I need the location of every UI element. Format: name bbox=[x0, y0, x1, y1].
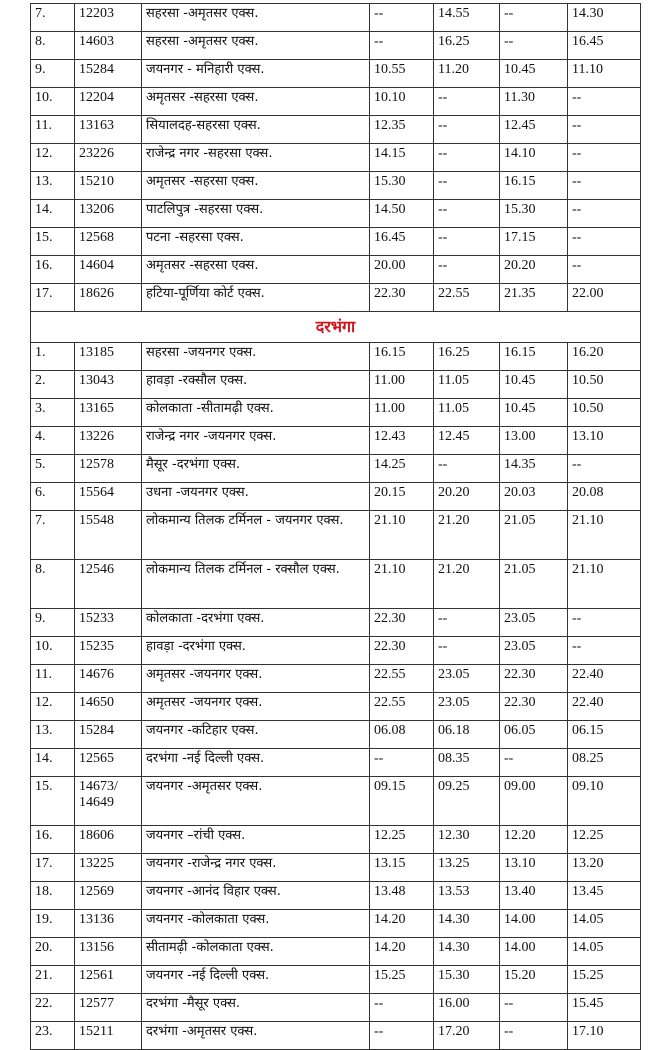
new-arrival-cell: 22.30 bbox=[500, 693, 568, 721]
table-row bbox=[31, 284, 641, 312]
new-arrival-cell: 12.45 bbox=[500, 116, 568, 144]
serial-cell: 18. bbox=[31, 882, 75, 910]
train-name-cell: जयनगर -आनंद विहार एक्स. bbox=[142, 882, 370, 910]
old-arrival-cell: 09.15 bbox=[370, 777, 434, 826]
new-arrival-cell: -- bbox=[500, 32, 568, 60]
new-departure-cell: -- bbox=[568, 637, 641, 665]
train-name-cell: जयनगर - मनिहारी एक्स. bbox=[142, 60, 370, 88]
old-departure-cell: 11.05 bbox=[434, 399, 500, 427]
old-departure-cell: 14.30 bbox=[434, 910, 500, 938]
old-arrival-cell: -- bbox=[370, 32, 434, 60]
old-departure-cell: 11.20 bbox=[434, 60, 500, 88]
table-row bbox=[31, 427, 641, 455]
old-departure-cell: 16.00 bbox=[434, 994, 500, 1022]
table-row bbox=[31, 721, 641, 749]
serial-cell: 21. bbox=[31, 966, 75, 994]
old-arrival-cell: 12.25 bbox=[370, 826, 434, 854]
new-departure-cell: -- bbox=[568, 455, 641, 483]
serial-cell: 16. bbox=[31, 256, 75, 284]
old-arrival-cell: 12.43 bbox=[370, 427, 434, 455]
train-number-cell: 18626 bbox=[75, 284, 142, 312]
old-arrival-cell: 21.10 bbox=[370, 560, 434, 609]
train-name-cell: पाटलिपुत्र -सहरसा एक्स. bbox=[142, 200, 370, 228]
old-arrival-cell: 14.20 bbox=[370, 910, 434, 938]
table-row bbox=[31, 665, 641, 693]
old-departure-cell: -- bbox=[434, 172, 500, 200]
new-arrival-cell: 14.35 bbox=[500, 455, 568, 483]
old-departure-cell: -- bbox=[434, 88, 500, 116]
train-number-cell: 14673/ 14649 bbox=[75, 777, 142, 826]
table-row bbox=[31, 256, 641, 284]
new-departure-cell: 14.30 bbox=[568, 4, 641, 32]
new-departure-cell: 22.40 bbox=[568, 665, 641, 693]
old-arrival-cell: -- bbox=[370, 1022, 434, 1050]
table-row bbox=[31, 882, 641, 910]
train-number-cell: 13165 bbox=[75, 399, 142, 427]
train-number-cell: 13043 bbox=[75, 371, 142, 399]
new-arrival-cell: 21.35 bbox=[500, 284, 568, 312]
new-departure-cell: -- bbox=[568, 144, 641, 172]
train-number-cell: 13163 bbox=[75, 116, 142, 144]
new-arrival-cell: 13.40 bbox=[500, 882, 568, 910]
train-name-cell: लोकमान्य तिलक टर्मिनल - रक्सौल एक्स. bbox=[142, 560, 370, 609]
train-number-cell: 14650 bbox=[75, 693, 142, 721]
table-row bbox=[31, 854, 641, 882]
old-departure-cell: 06.18 bbox=[434, 721, 500, 749]
new-departure-cell: 22.00 bbox=[568, 284, 641, 312]
old-departure-cell: 09.25 bbox=[434, 777, 500, 826]
train-name-cell: हावड़ा -दरभंगा एक्स. bbox=[142, 637, 370, 665]
train-number-cell: 12546 bbox=[75, 560, 142, 609]
new-departure-cell: 09.10 bbox=[568, 777, 641, 826]
new-arrival-cell: 10.45 bbox=[500, 371, 568, 399]
serial-cell: 5. bbox=[31, 455, 75, 483]
new-arrival-cell: 21.05 bbox=[500, 560, 568, 609]
train-name-cell: दरभंगा -अमृतसर एक्स. bbox=[142, 1022, 370, 1050]
new-arrival-cell: -- bbox=[500, 4, 568, 32]
serial-cell: 16. bbox=[31, 826, 75, 854]
old-arrival-cell: 14.50 bbox=[370, 200, 434, 228]
train-name-cell: अमृतसर -जयनगर एक्स. bbox=[142, 693, 370, 721]
serial-cell: 4. bbox=[31, 427, 75, 455]
section-heading: दरभंगा bbox=[31, 312, 641, 343]
new-arrival-cell: 10.45 bbox=[500, 399, 568, 427]
new-arrival-cell: 15.30 bbox=[500, 200, 568, 228]
new-departure-cell: 21.10 bbox=[568, 560, 641, 609]
new-departure-cell: 13.20 bbox=[568, 854, 641, 882]
table-row bbox=[31, 60, 641, 88]
new-departure-cell: 10.50 bbox=[568, 371, 641, 399]
serial-cell: 19. bbox=[31, 910, 75, 938]
train-number-cell: 15235 bbox=[75, 637, 142, 665]
old-departure-cell: -- bbox=[434, 256, 500, 284]
table-row bbox=[31, 994, 641, 1022]
new-departure-cell: 11.10 bbox=[568, 60, 641, 88]
old-departure-cell: 12.45 bbox=[434, 427, 500, 455]
train-number-cell: 15284 bbox=[75, 60, 142, 88]
old-departure-cell: -- bbox=[434, 228, 500, 256]
new-arrival-cell: 14.10 bbox=[500, 144, 568, 172]
serial-cell: 12. bbox=[31, 693, 75, 721]
train-timetable bbox=[30, 3, 641, 1050]
serial-cell: 14. bbox=[31, 749, 75, 777]
table-row bbox=[31, 637, 641, 665]
serial-cell: 6. bbox=[31, 483, 75, 511]
old-departure-cell: 23.05 bbox=[434, 693, 500, 721]
table-row bbox=[31, 228, 641, 256]
new-departure-cell: 16.20 bbox=[568, 343, 641, 371]
timetable-body bbox=[31, 4, 641, 1050]
train-name-cell: सीतामढ़ी -कोलकाता एक्स. bbox=[142, 938, 370, 966]
serial-cell: 10. bbox=[31, 637, 75, 665]
train-name-cell: दरभंगा -नई दिल्ली एक्स. bbox=[142, 749, 370, 777]
old-arrival-cell: -- bbox=[370, 994, 434, 1022]
new-arrival-cell: 15.20 bbox=[500, 966, 568, 994]
train-number-cell: 13225 bbox=[75, 854, 142, 882]
old-arrival-cell: 13.48 bbox=[370, 882, 434, 910]
new-arrival-cell: 20.20 bbox=[500, 256, 568, 284]
train-number-cell: 12204 bbox=[75, 88, 142, 116]
new-arrival-cell: 10.45 bbox=[500, 60, 568, 88]
table-row bbox=[31, 938, 641, 966]
new-departure-cell: 13.45 bbox=[568, 882, 641, 910]
train-number-cell: 15233 bbox=[75, 609, 142, 637]
new-arrival-cell: 22.30 bbox=[500, 665, 568, 693]
train-name-cell: सियालदह-सहरसा एक्स. bbox=[142, 116, 370, 144]
old-arrival-cell: 13.15 bbox=[370, 854, 434, 882]
new-departure-cell: 21.10 bbox=[568, 511, 641, 560]
new-departure-cell: -- bbox=[568, 88, 641, 116]
table-row bbox=[31, 1022, 641, 1050]
serial-cell: 2. bbox=[31, 371, 75, 399]
new-departure-cell: -- bbox=[568, 609, 641, 637]
table-row bbox=[31, 560, 641, 609]
new-departure-cell: 14.05 bbox=[568, 938, 641, 966]
old-departure-cell: 13.53 bbox=[434, 882, 500, 910]
new-arrival-cell: 14.00 bbox=[500, 938, 568, 966]
serial-cell: 8. bbox=[31, 32, 75, 60]
new-departure-cell: 12.25 bbox=[568, 826, 641, 854]
train-name-cell: हटिया-पूर्णिया कोर्ट एक्स. bbox=[142, 284, 370, 312]
old-departure-cell: -- bbox=[434, 637, 500, 665]
serial-cell: 22. bbox=[31, 994, 75, 1022]
table-row bbox=[31, 371, 641, 399]
section-heading-row bbox=[31, 312, 641, 343]
old-arrival-cell: 14.25 bbox=[370, 455, 434, 483]
old-arrival-cell: 16.15 bbox=[370, 343, 434, 371]
train-name-cell: जयनगर -कोलकाता एक्स. bbox=[142, 910, 370, 938]
train-name-cell: जयनगर -कटिहार एक्स. bbox=[142, 721, 370, 749]
serial-cell: 11. bbox=[31, 665, 75, 693]
train-name-cell: जयनगर -अमृतसर एक्स. bbox=[142, 777, 370, 826]
new-arrival-cell: 13.10 bbox=[500, 854, 568, 882]
old-arrival-cell: 12.35 bbox=[370, 116, 434, 144]
serial-cell: 14. bbox=[31, 200, 75, 228]
table-row bbox=[31, 399, 641, 427]
table-row bbox=[31, 777, 641, 826]
new-arrival-cell: 11.30 bbox=[500, 88, 568, 116]
table-row bbox=[31, 200, 641, 228]
new-arrival-cell: 20.03 bbox=[500, 483, 568, 511]
train-number-cell: 14676 bbox=[75, 665, 142, 693]
old-departure-cell: 14.30 bbox=[434, 938, 500, 966]
old-arrival-cell: 14.15 bbox=[370, 144, 434, 172]
new-departure-cell: -- bbox=[568, 172, 641, 200]
train-name-cell: अमृतसर -जयनगर एक्स. bbox=[142, 665, 370, 693]
table-row bbox=[31, 511, 641, 560]
old-departure-cell: 20.20 bbox=[434, 483, 500, 511]
serial-cell: 23. bbox=[31, 1022, 75, 1050]
old-arrival-cell: 22.30 bbox=[370, 609, 434, 637]
table-row bbox=[31, 88, 641, 116]
new-arrival-cell: 16.15 bbox=[500, 343, 568, 371]
train-number-cell: 12577 bbox=[75, 994, 142, 1022]
table-row bbox=[31, 609, 641, 637]
old-arrival-cell: -- bbox=[370, 749, 434, 777]
new-departure-cell: 20.08 bbox=[568, 483, 641, 511]
table-row bbox=[31, 483, 641, 511]
train-name-cell: सहरसा -अमृतसर एक्स. bbox=[142, 4, 370, 32]
serial-cell: 15. bbox=[31, 228, 75, 256]
new-arrival-cell: -- bbox=[500, 1022, 568, 1050]
serial-cell: 13. bbox=[31, 721, 75, 749]
serial-cell: 1. bbox=[31, 343, 75, 371]
new-departure-cell: 10.50 bbox=[568, 399, 641, 427]
train-number-cell: 23226 bbox=[75, 144, 142, 172]
train-name-cell: पटना -सहरसा एक्स. bbox=[142, 228, 370, 256]
train-name-cell: कोलकाता -सीतामढ़ी एक्स. bbox=[142, 399, 370, 427]
table-row bbox=[31, 343, 641, 371]
train-name-cell: मैसूर -दरभंगा एक्स. bbox=[142, 455, 370, 483]
old-departure-cell: 23.05 bbox=[434, 665, 500, 693]
new-arrival-cell: 06.05 bbox=[500, 721, 568, 749]
old-arrival-cell: 20.00 bbox=[370, 256, 434, 284]
serial-cell: 7. bbox=[31, 511, 75, 560]
train-number-cell: 18606 bbox=[75, 826, 142, 854]
serial-cell: 9. bbox=[31, 609, 75, 637]
new-departure-cell: 15.25 bbox=[568, 966, 641, 994]
train-number-cell: 14604 bbox=[75, 256, 142, 284]
new-arrival-cell: 12.20 bbox=[500, 826, 568, 854]
old-departure-cell: 21.20 bbox=[434, 511, 500, 560]
table-row bbox=[31, 910, 641, 938]
new-departure-cell: 22.40 bbox=[568, 693, 641, 721]
table-row bbox=[31, 32, 641, 60]
table-row bbox=[31, 749, 641, 777]
train-name-cell: सहरसा -जयनगर एक्स. bbox=[142, 343, 370, 371]
train-number-cell: 15564 bbox=[75, 483, 142, 511]
old-departure-cell: 16.25 bbox=[434, 343, 500, 371]
serial-cell: 3. bbox=[31, 399, 75, 427]
train-name-cell: अमृतसर -सहरसा एक्स. bbox=[142, 256, 370, 284]
train-name-cell: जयनगर -नई दिल्ली एक्स. bbox=[142, 966, 370, 994]
old-departure-cell: 11.05 bbox=[434, 371, 500, 399]
old-arrival-cell: -- bbox=[370, 4, 434, 32]
table-row bbox=[31, 966, 641, 994]
old-departure-cell: -- bbox=[434, 200, 500, 228]
old-departure-cell: 12.30 bbox=[434, 826, 500, 854]
old-departure-cell: 17.20 bbox=[434, 1022, 500, 1050]
serial-cell: 20. bbox=[31, 938, 75, 966]
train-name-cell: राजेन्द्र नगर -जयनगर एक्स. bbox=[142, 427, 370, 455]
table-row bbox=[31, 455, 641, 483]
train-name-cell: अमृतसर -सहरसा एक्स. bbox=[142, 88, 370, 116]
new-departure-cell: -- bbox=[568, 228, 641, 256]
serial-cell: 7. bbox=[31, 4, 75, 32]
new-departure-cell: -- bbox=[568, 116, 641, 144]
train-number-cell: 15211 bbox=[75, 1022, 142, 1050]
old-arrival-cell: 16.45 bbox=[370, 228, 434, 256]
serial-cell: 8. bbox=[31, 560, 75, 609]
train-name-cell: अमृतसर -सहरसा एक्स. bbox=[142, 172, 370, 200]
new-departure-cell: 08.25 bbox=[568, 749, 641, 777]
new-departure-cell: 14.05 bbox=[568, 910, 641, 938]
old-arrival-cell: 22.55 bbox=[370, 665, 434, 693]
serial-cell: 12. bbox=[31, 144, 75, 172]
table-row bbox=[31, 144, 641, 172]
table-row bbox=[31, 172, 641, 200]
old-arrival-cell: 10.10 bbox=[370, 88, 434, 116]
serial-cell: 9. bbox=[31, 60, 75, 88]
new-departure-cell: -- bbox=[568, 256, 641, 284]
new-arrival-cell: -- bbox=[500, 749, 568, 777]
serial-cell: 10. bbox=[31, 88, 75, 116]
old-arrival-cell: 11.00 bbox=[370, 399, 434, 427]
new-arrival-cell: 21.05 bbox=[500, 511, 568, 560]
train-name-cell: लोकमान्य तिलक टर्मिनल - जयनगर एक्स. bbox=[142, 511, 370, 560]
new-arrival-cell: -- bbox=[500, 994, 568, 1022]
train-name-cell: जयनगर -राजेन्द्र नगर एक्स. bbox=[142, 854, 370, 882]
new-arrival-cell: 13.00 bbox=[500, 427, 568, 455]
train-number-cell: 14603 bbox=[75, 32, 142, 60]
new-arrival-cell: 17.15 bbox=[500, 228, 568, 256]
train-number-cell: 15210 bbox=[75, 172, 142, 200]
train-number-cell: 12561 bbox=[75, 966, 142, 994]
train-number-cell: 12203 bbox=[75, 4, 142, 32]
new-arrival-cell: 23.05 bbox=[500, 609, 568, 637]
new-arrival-cell: 16.15 bbox=[500, 172, 568, 200]
train-number-cell: 12569 bbox=[75, 882, 142, 910]
old-arrival-cell: 10.55 bbox=[370, 60, 434, 88]
table-row bbox=[31, 826, 641, 854]
train-number-cell: 13185 bbox=[75, 343, 142, 371]
old-arrival-cell: 06.08 bbox=[370, 721, 434, 749]
serial-cell: 13. bbox=[31, 172, 75, 200]
old-arrival-cell: 22.30 bbox=[370, 637, 434, 665]
new-departure-cell: 13.10 bbox=[568, 427, 641, 455]
old-arrival-cell: 11.00 bbox=[370, 371, 434, 399]
old-arrival-cell: 14.20 bbox=[370, 938, 434, 966]
train-number-cell: 15548 bbox=[75, 511, 142, 560]
new-departure-cell: 15.45 bbox=[568, 994, 641, 1022]
old-departure-cell: 08.35 bbox=[434, 749, 500, 777]
train-number-cell: 13156 bbox=[75, 938, 142, 966]
old-departure-cell: 16.25 bbox=[434, 32, 500, 60]
table-row bbox=[31, 116, 641, 144]
old-departure-cell: -- bbox=[434, 609, 500, 637]
old-departure-cell: 21.20 bbox=[434, 560, 500, 609]
new-arrival-cell: 23.05 bbox=[500, 637, 568, 665]
old-arrival-cell: 15.25 bbox=[370, 966, 434, 994]
table-row bbox=[31, 4, 641, 32]
train-number-cell: 15284 bbox=[75, 721, 142, 749]
old-arrival-cell: 22.30 bbox=[370, 284, 434, 312]
train-number-cell: 12578 bbox=[75, 455, 142, 483]
new-departure-cell: 17.10 bbox=[568, 1022, 641, 1050]
old-departure-cell: 13.25 bbox=[434, 854, 500, 882]
old-departure-cell: 15.30 bbox=[434, 966, 500, 994]
new-departure-cell: 16.45 bbox=[568, 32, 641, 60]
old-departure-cell: -- bbox=[434, 144, 500, 172]
old-departure-cell: -- bbox=[434, 116, 500, 144]
train-name-cell: हावड़ा -रक्सौल एक्स. bbox=[142, 371, 370, 399]
new-arrival-cell: 14.00 bbox=[500, 910, 568, 938]
new-arrival-cell: 09.00 bbox=[500, 777, 568, 826]
train-name-cell: दरभंगा -मैसूर एक्स. bbox=[142, 994, 370, 1022]
old-arrival-cell: 22.55 bbox=[370, 693, 434, 721]
serial-cell: 17. bbox=[31, 284, 75, 312]
train-name-cell: राजेन्द्र नगर -सहरसा एक्स. bbox=[142, 144, 370, 172]
new-departure-cell: -- bbox=[568, 200, 641, 228]
train-name-cell: कोलकाता -दरभंगा एक्स. bbox=[142, 609, 370, 637]
train-number-cell: 12565 bbox=[75, 749, 142, 777]
train-number-cell: 13226 bbox=[75, 427, 142, 455]
train-number-cell: 13136 bbox=[75, 910, 142, 938]
serial-cell: 17. bbox=[31, 854, 75, 882]
table-row bbox=[31, 693, 641, 721]
serial-cell: 15. bbox=[31, 777, 75, 826]
train-name-cell: उधना -जयनगर एक्स. bbox=[142, 483, 370, 511]
train-name-cell: जयनगर –रांची एक्स. bbox=[142, 826, 370, 854]
old-departure-cell: 14.55 bbox=[434, 4, 500, 32]
new-departure-cell: 06.15 bbox=[568, 721, 641, 749]
old-arrival-cell: 20.15 bbox=[370, 483, 434, 511]
serial-cell: 11. bbox=[31, 116, 75, 144]
train-name-cell: सहरसा -अमृतसर एक्स. bbox=[142, 32, 370, 60]
old-arrival-cell: 21.10 bbox=[370, 511, 434, 560]
old-departure-cell: 22.55 bbox=[434, 284, 500, 312]
train-number-cell: 12568 bbox=[75, 228, 142, 256]
old-arrival-cell: 15.30 bbox=[370, 172, 434, 200]
train-number-cell: 13206 bbox=[75, 200, 142, 228]
old-departure-cell: -- bbox=[434, 455, 500, 483]
